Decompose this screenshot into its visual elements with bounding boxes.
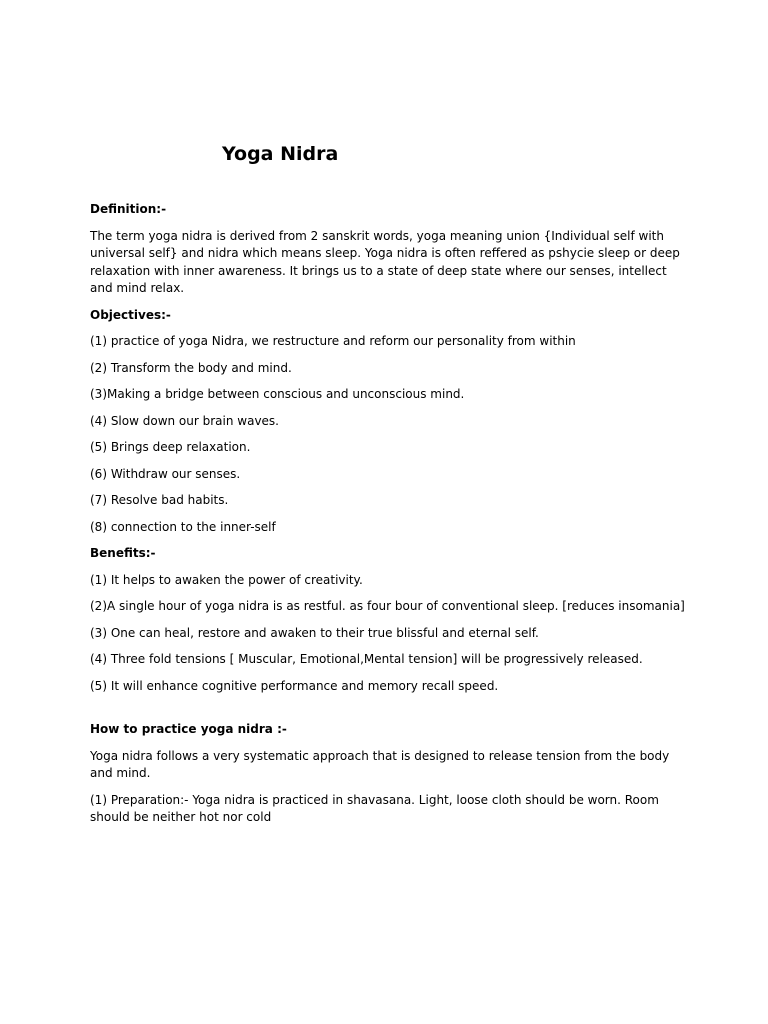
benefit-item: (5) It will enhance cognitive performance and memory recall speed.: [90, 678, 499, 693]
objective-item: (1) practice of yoga Nidra, we restructure and reform our personality from within: [90, 334, 576, 348]
objectives-heading: Objectives:-: [90, 307, 171, 322]
document-body: [90, 201, 685, 836]
definition-heading: Definition:-: [90, 202, 167, 216]
benefit-item: (4) Three fold tensions [ Muscular, Emotional,Mental tension] will be progressively released.: [90, 652, 643, 666]
benefit-item: (1) It helps to awaken the power of creativity.: [90, 572, 363, 587]
objective-item: (6) Withdraw our senses.: [90, 466, 241, 481]
practice-heading: How to practice yoga nidra :-: [90, 722, 287, 736]
objective-item: (3)Making a bridge between conscious and unconscious mind.: [90, 387, 465, 401]
practice-step: (1) Preparation:- Yoga nidra is practiced in shavasana. Light, loose cloth should be worn. Room should be neither hot nor cold: [90, 792, 659, 824]
objective-item: (5) Brings deep relaxation.: [90, 440, 251, 454]
document-title: Yoga Nidra: [222, 143, 339, 165]
objective-item: (4) Slow down our brain waves.: [90, 413, 279, 428]
benefit-item: (3) One can heal, restore and awaken to their true blissful and eternal self.: [90, 625, 539, 640]
objective-item: (7) Resolve bad habits.: [90, 493, 229, 507]
practice-intro: Yoga nidra follows a very systematic approach that is designed to release tension from the body and mind.: [90, 748, 670, 780]
objective-item: (2) Transform the body and mind.: [90, 360, 292, 375]
definition-paragraph: The term yoga nidra is derived from 2 sanskrit words, yoga meaning union {Individual self with universal self} and nidra which means sleep. Yoga nidra is often reffered as pshycie sleep or deep relaxation with inner awareness. It brings us to a state of deep state where our senses, intellect and mind relax.: [90, 228, 680, 295]
benefits-heading: Benefits:-: [90, 546, 156, 560]
benefit-item: (2)A single hour of yoga nidra is as restful. as four bour of conventional sleep. [reduces insomania]: [90, 599, 685, 613]
objective-item: (8) connection to the inner-self: [90, 519, 276, 534]
